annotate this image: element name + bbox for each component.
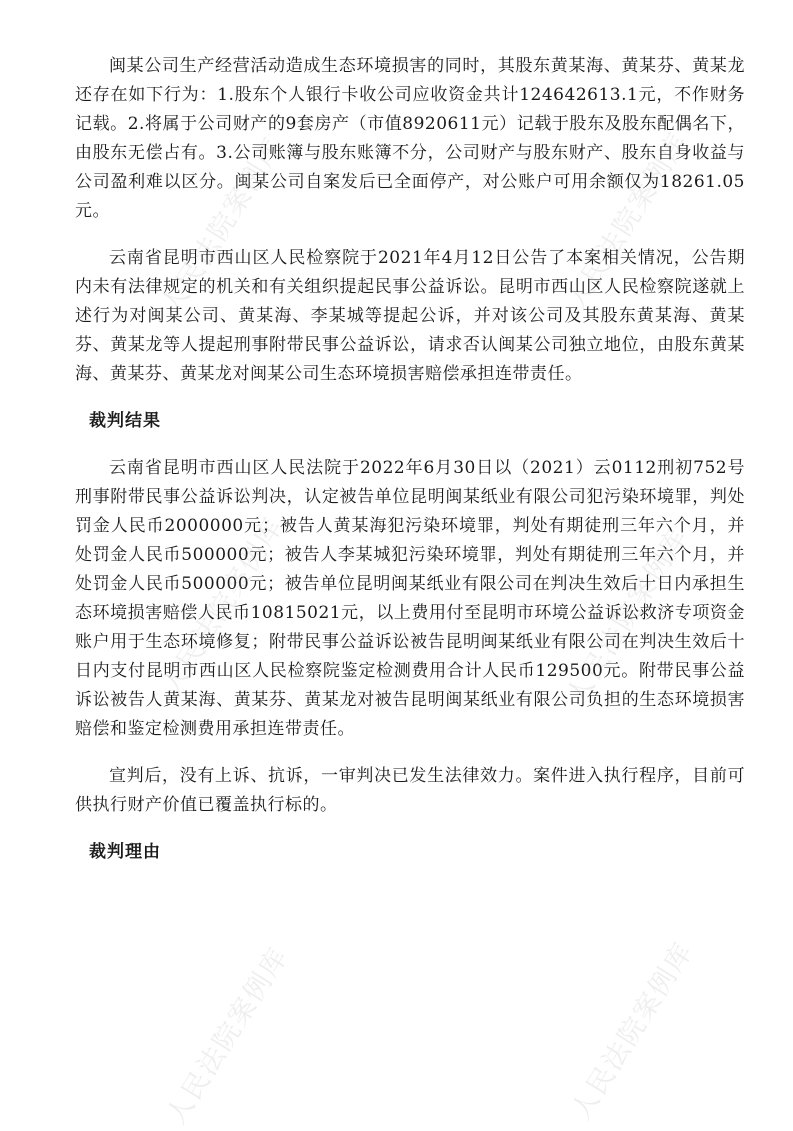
watermark: 人民法院案例库: [560, 521, 695, 711]
paragraph-effect: 宣判后，没有上诉、抗诉，一审判决已发生法律效力。案件进入执行程序，目前可供执行财产价值已覆盖执行标的。: [75, 766, 745, 815]
watermark: 人民法院案例库: [155, 511, 290, 701]
paragraph-judgment: 云南省昆明市西山区人民法院于2022年6月30日以（2021）云0112刑初752号刑事附带民事公益诉讼判决，认定被告单位昆明闽某纸业有限公司犯污染环境罪，判处罚金人民币2000000元；被告人黄某海犯污染环境罪，判处有期徒刑三年六个月，并处罚金人民币500000元；被告人李某城犯污染环境罪，判处有期徒刑三年六个月，并处罚金人民币500000元；被告单位昆明闽某纸业有限公司在判决生效后十日内承担生态环境损害赔偿人民币10815021元，以上费用付至昆明市环境公益诉讼救济专项资金账户用于生态环境修复；附带民事公益诉讼被告昆明闽某纸业有限公司在判决生效后十日内支付昆明市西山区人民检察院鉴定检测费用合计人民币129500元。附带民事公益诉讼被告人黄某海、黄某芬、黄某龙对被告昆明闽某纸业有限公司负担的生态环境损害赔偿和鉴定检测费用承担连带责任。: [75, 458, 745, 739]
paragraph-procuratorate-suit: 云南省昆明市西山区人民检察院于2021年4月12日公告了本案相关情况，公告期内未有法律规定的机关和有关组织提起民事公益诉讼。昆明市西山区人民检察院遂就上述行为对闽某公司、黄某海、李某城等提起公诉，并对该公司及其股东黄某海、黄某芬、黄某龙等人提起刑事附带民事公益诉讼，请求否认闽某公司独立地位，由股东黄某海、黄某芬、黄某龙对闽某公司生态环境损害赔偿承担连带责任。: [75, 248, 745, 384]
watermark: 人民法院案例库: [565, 936, 700, 1126]
paragraph-shareholder-conduct: 闽某公司生产经营活动造成生态环境损害的同时，其股东黄某海、黄某芬、黄某龙还存在如下行为：1.股东个人银行卡收公司应收资金共计124642613.1元，不作财务记载。2.将属于公司财产的9套房产（市值8920611元）记载于股东及股东配偶名下，由股东无偿占有。3.公司账簿与股东账簿不分，公司财产与股东财产、股东自身收益与公司盈利难以区分。闽某公司自案发后已全面停产，对公账户可用余额仅为18261.05元。: [75, 56, 745, 221]
heading-judgment-reason: 裁判理由: [89, 842, 161, 862]
watermark: 人民法院案例库: [160, 941, 295, 1131]
heading-judgment-result: 裁判结果: [89, 411, 161, 431]
document-page: [75, 52, 745, 867]
watermark: 人民法院案例库: [155, 131, 290, 321]
watermark: 人民法院案例库: [560, 126, 695, 316]
